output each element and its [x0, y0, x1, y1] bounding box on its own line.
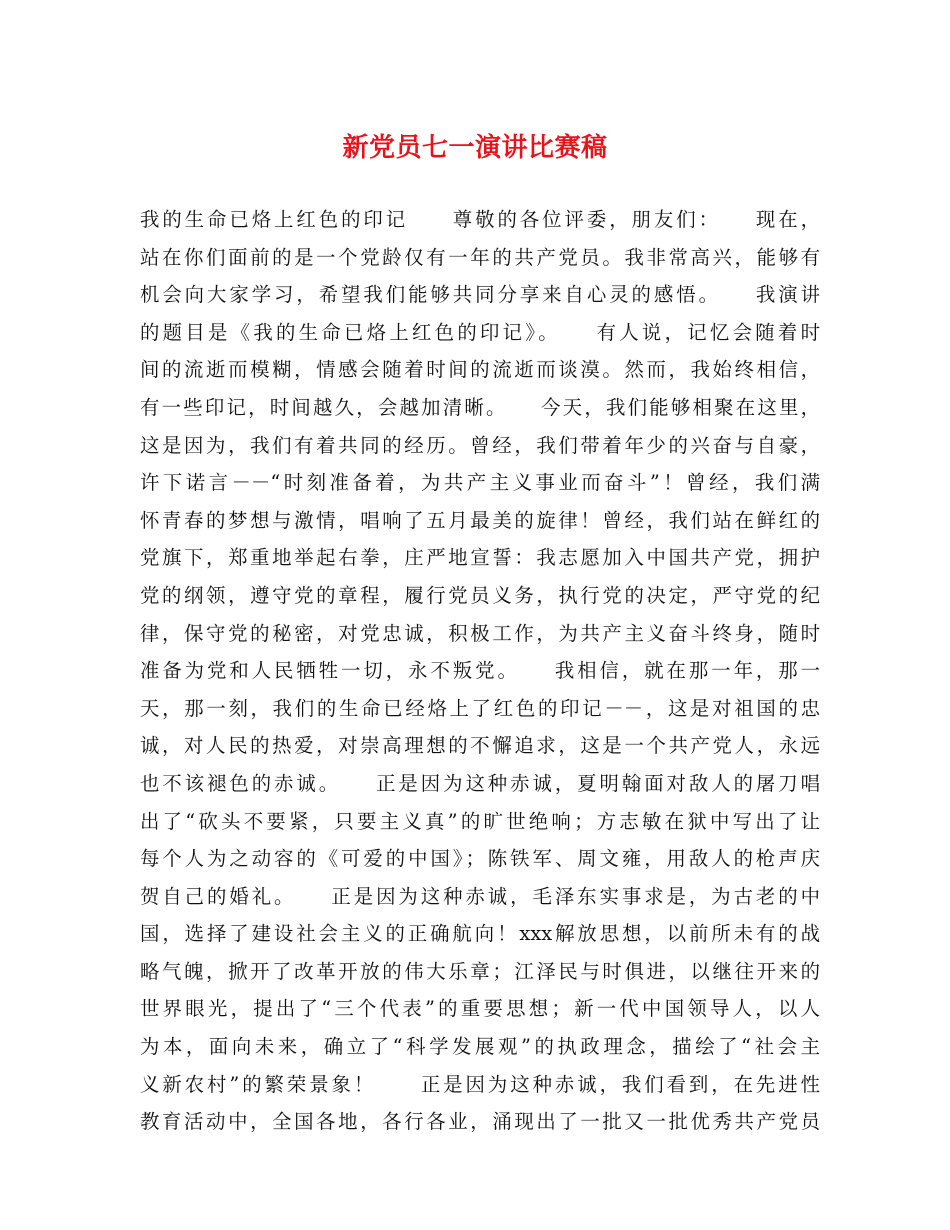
body-line: 我的生命已烙上红色的印记 尊敬的各位评委，朋友们： 现在， — [140, 208, 820, 231]
body-line: 略气魄，掀开了改革开放的伟大乐章；江泽民与时俱进，以继往开来的 — [140, 959, 820, 983]
body-line: 的题目是《我的生命已烙上红色的印记》。 有人说，记忆会随着时 — [140, 320, 820, 344]
body-line: 准备为党和人民牺牲一切，永不叛党。 我相信，就在那一年，那一 — [140, 659, 820, 683]
body-line: 党的纲领，遵守党的章程，履行党员义务，执行党的决定，严守党的纪 — [140, 583, 820, 607]
body-line: 天，那一刻，我们的生命已经烙上了红色的印记－－，这是对祖国的忠 — [140, 696, 820, 720]
body-line: 义新农村”的繁荣景象！ 正是因为这种赤诚，我们看到，在先进性 — [140, 1072, 820, 1096]
body-line: 也不该褪色的赤诚。 正是因为这种赤诚，夏明翰面对敌人的屠刀唱 — [140, 771, 820, 795]
body-line: 出了“砍头不要紧，只要主义真”的旷世绝响；方志敏在狱中写出了让 — [140, 809, 820, 833]
body-line: 每个人为之动容的《可爱的中国》；陈铁军、周文雍，用敌人的枪声庆 — [140, 847, 820, 871]
body-line: 律，保守党的秘密，对党忠诚，积极工作，为共产主义奋斗终身，随时 — [140, 621, 820, 645]
body-line: 世界眼光，提出了“三个代表”的重要思想；新一代中国领导人，以人 — [140, 997, 820, 1021]
body-line: 诚，对人民的热爱，对崇高理想的不懈追求，这是一个共产党人，永远 — [140, 734, 820, 758]
body-line: 教育活动中，全国各地，各行各业，涌现出了一批又一批优秀共产党员 — [140, 1110, 820, 1134]
body-line: 贺自己的婚礼。 正是因为这种赤诚，毛泽东实事求是，为古老的中 — [140, 884, 820, 908]
body-line: 为本，面向未来，确立了“科学发展观”的执政理念，描绘了“社会主 — [140, 1035, 820, 1059]
body-line: 有一些印记，时间越久，会越加清晰。 今天，我们能够相聚在这里， — [140, 395, 820, 419]
body-line: 许下诺言－－“时刻准备着，为共产主义事业而奋斗”！曾经，我们满 — [140, 471, 820, 495]
body-line: 间的流逝而模糊，情感会随着时间的流逝而谈漠。然而，我始终相信， — [140, 358, 820, 382]
body-line: 党旗下，郑重地举起右拳，庄严地宣誓：我志愿加入中国共产党，拥护 — [140, 546, 820, 570]
body-line: 国，选择了建设社会主义的正确航向！xxx解放思想，以前所未有的战 — [140, 922, 820, 946]
body-line: 站在你们面前的是一个党龄仅有一年的共产党员。我非常高兴，能够有 — [140, 245, 820, 269]
body-line: 怀青春的梦想与激情，唱响了五月最美的旋律！曾经，我们站在鲜红的 — [140, 508, 820, 532]
document-title: 新党员七一演讲比赛稿 — [342, 133, 608, 163]
body-line: 这是因为，我们有着共同的经历。曾经，我们带着年少的兴奋与自豪， — [140, 433, 820, 457]
document-body — [140, 201, 820, 1141]
body-line: 机会向大家学习，希望我们能够共同分享来自心灵的感悟。 我演讲 — [140, 283, 820, 307]
